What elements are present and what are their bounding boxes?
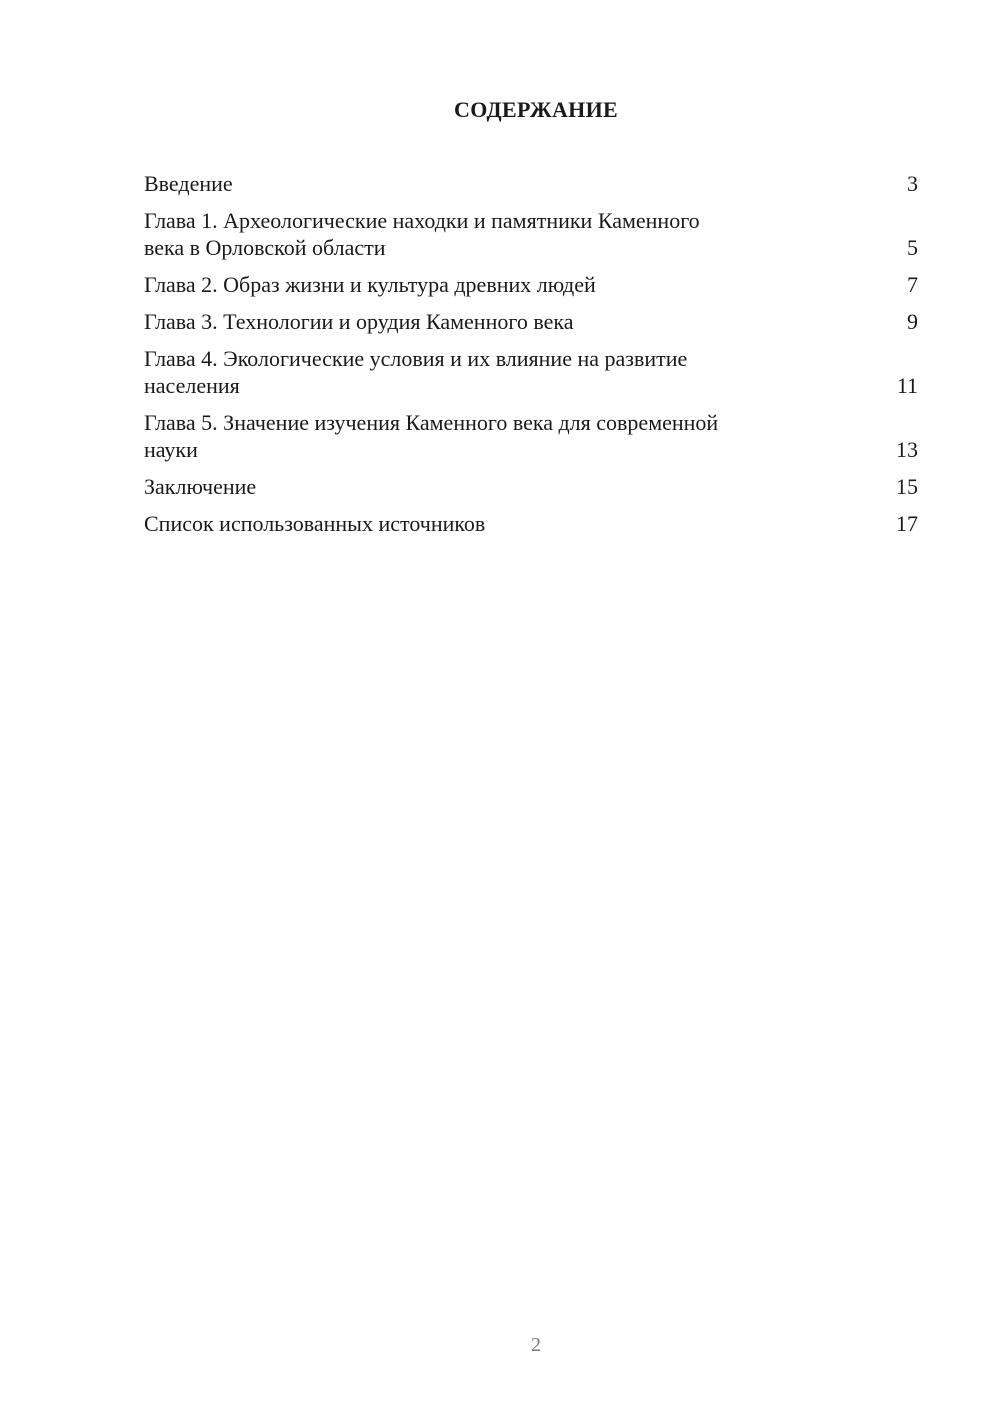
toc-entry-page: 13 — [896, 437, 918, 462]
toc-entry-references — [144, 510, 918, 537]
toc-entry-page: 17 — [896, 511, 918, 536]
page-number: 2 — [531, 1334, 541, 1356]
toc-entry-page: 11 — [896, 373, 918, 398]
table-of-contents — [144, 170, 918, 547]
toc-entry-chapter-2 — [144, 271, 918, 298]
toc-entry-conclusion — [144, 473, 918, 500]
toc-entry-title: Глава 1. Археологические находки и памятники Каменного века в Орловской области — [144, 208, 700, 260]
toc-entry-page: 5 — [907, 235, 918, 260]
toc-entry-chapter-4 — [144, 345, 918, 399]
toc-entry-title: Глава 4. Экологические условия и их влияние на развитие населения — [144, 346, 688, 398]
toc-entry-title: Глава 5. Значение изучения Каменного века для современной науки — [144, 410, 719, 462]
page-title: СОДЕРЖАНИЕ — [454, 97, 618, 122]
toc-entry-title: Введение — [144, 171, 233, 196]
toc-entry-chapter-1 — [144, 207, 918, 261]
toc-entry-chapter-3 — [144, 308, 918, 335]
toc-entry-chapter-5 — [144, 409, 918, 463]
toc-entry-title: Глава 2. Образ жизни и культура древних людей — [144, 272, 596, 297]
toc-entry-title: Список использованных источников — [144, 511, 486, 536]
toc-entry-page: 7 — [907, 272, 918, 297]
toc-entry-page: 9 — [907, 309, 918, 334]
toc-entry-title: Заключение — [144, 474, 257, 499]
toc-entry-introduction — [144, 170, 918, 197]
toc-entry-title: Глава 3. Технологии и орудия Каменного века — [144, 309, 574, 334]
toc-entry-page: 15 — [896, 474, 918, 499]
toc-entry-page: 3 — [907, 171, 918, 196]
